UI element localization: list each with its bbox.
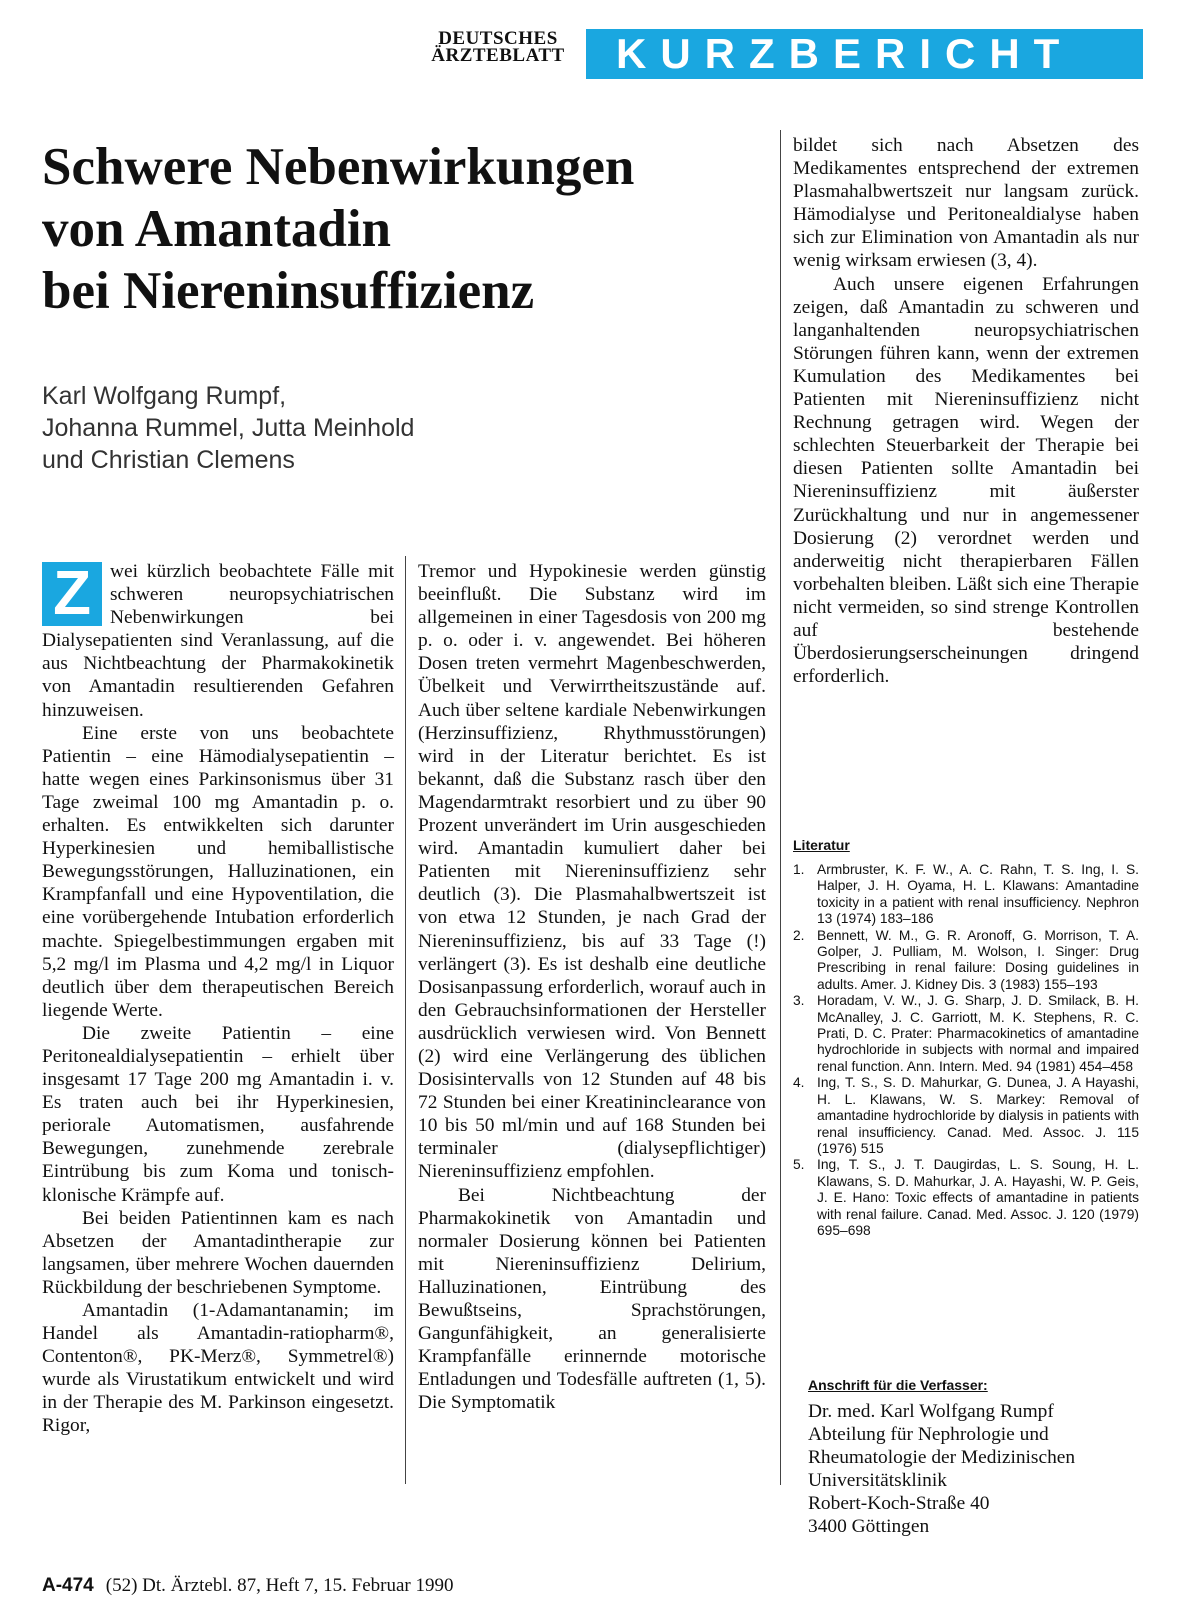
paragraph-text: wei kürzlich beobachtete Fälle mit schweren neuropsychiatrischen Nebenwirkungen bei Dialysepatienten sind Veranlassung, auf die aus Nichtbeachtung der Pharmakokinetik von Amantadin resultierenden Gefahren hinzuweisen. xyxy=(42,561,394,721)
author-address xyxy=(808,1400,1148,1539)
title-line-1: Schwere Nebenwirkungen xyxy=(42,138,635,196)
article-authors xyxy=(42,380,762,476)
article-title xyxy=(42,136,782,322)
reference-text: Armbruster, K. F. W., A. C. Rahn, T. S. Ing, I. S. Halper, J. H. Oyama, H. L. Klawans: Amantadine toxicity in a patient with renal insufficiency. Nephron 13 (1974) 183–186 xyxy=(817,862,1139,927)
reference-number: 1. xyxy=(793,862,805,877)
literature-heading: Literatur xyxy=(793,837,850,853)
reference-number: 3. xyxy=(793,993,805,1009)
body-paragraph: Bei Nichtbeachtung der Pharmakokinetik von Amantadin und normaler Dosierung können bei Patienten mit Niereninsuffizienz Delirium, Halluzinationen, Eintrübung des Bewußtseins, Sprachstörungen, Gangunfähigkeit, an generalisierte Krampfanfälle erinnernde motorische Entladungen und Todesfälle auftreten (1, 5). Die Symptomatik xyxy=(418,1184,766,1414)
address-line: Universitätsklinik xyxy=(808,1470,947,1492)
address-line: Abteilung für Nephrologie und xyxy=(808,1424,1049,1446)
address-heading: Anschrift für die Verfasser: xyxy=(808,1377,988,1393)
body-column-1 xyxy=(42,560,394,1438)
body-paragraph: Eine erste von uns beobachtete Patientin – eine Hämodialysepatientin – hatte wegen eines Parkinsonismus über 31 Tage zweimal 100 mg Amantadin p. o. erhalten. Es entwikkelten sich darunter Hyperkinesien und hemiballistische Bewegungsstörungen, Halluzinationen, ein Krampfanfall und eine Hypoventilation, die eine vorübergehende Intubation erforderlich machte. Spiegelbestimmungen ergaben mit 5,2 mg/l im Plasma und 4,2 mg/l in Liquor deutlich über dem therapeutischen Bereich liegende Werte. xyxy=(42,722,394,1021)
journal-citation: (52) Dt. Ärztebl. 87, Heft 7, 15. Februar 1990 xyxy=(105,1575,454,1596)
reference-item xyxy=(793,993,1139,1075)
body-paragraph: Amantadin (1-Adamantanamin; im Handel als Amantadin-ratiopharm®, Contenton®, PK-Merz®, Symmetrel®) wurde als Virustatikum entwickelt und wird in der Therapie des M. Parkinson eingesetzt. Rigor, xyxy=(42,1300,394,1437)
title-line-3: bei Niereninsuffizienz xyxy=(42,262,535,320)
address-line: Robert-Koch-Straße 40 xyxy=(808,1493,990,1515)
reference-item xyxy=(793,1157,1139,1239)
reference-item xyxy=(793,1075,1139,1157)
page-footer xyxy=(42,1575,453,1597)
drop-cap: Z xyxy=(42,562,102,626)
title-line-2: von Amantadin xyxy=(42,200,392,258)
body-paragraph: Auch unsere eigenen Erfahrungen zeigen, daß Amantadin zu schweren und langanhaltenden neuropsychiatrischen Störungen führen kann, wenn der extremen Kumulation des Medikamentes bei Patienten mit Niereninsuffizienz nicht Rechnung getragen wird. Wegen der schlechten Steuerbarkeit der Therapie bei diesen Patienten sollte Amantadin bei Niereninsuffizienz mit äußerster Zurückhaltung und nur in angemessener Dosierung (2) verordnet werden und anderweitig nicht therapierbaren Fällen vorbehalten bleiben. Läßt sich eine Therapie nicht vermeiden, so sind strenge Kontrollen auf bestehende Überdosierungserscheinungen dringend erforderlich. xyxy=(793,273,1139,688)
reference-text: Bennett, W. M., G. R. Aronoff, G. Morrison, T. A. Golper, J. Pulliam, M. Wolson, I. Singer: Drug Prescribing in renal failure: Dosing guidelines in adults. Amer. J. Kidney Dis. 3 (1983) 155–193 xyxy=(817,927,1139,992)
column-divider xyxy=(780,130,781,1485)
body-paragraph: Bei beiden Patientinnen kam es nach Absetzen der Amantadintherapie zur langsamen, über mehrere Wochen dauernden Rückbildung der beschriebenen Symptome. xyxy=(42,1207,394,1298)
reference-text: Ing, T. S., J. T. Daugirdas, L. S. Soung, H. L. Klawans, S. D. Mahurkar, J. A. Hayashi, W. P. Geis, J. E. Hano: Toxic effects of amantadine in patients with renal failure. Canad. Med. Assoc. J. 120 (1979) 695–698 xyxy=(817,1157,1139,1238)
body-paragraph xyxy=(42,560,394,722)
body-paragraph: Tremor und Hypokinesie werden günstig beeinflußt. Die Substanz wird im allgemeinen in einer Tagesdosis von 200 mg p. o. oder i. v. angewendet. Bei höheren Dosen treten vermehrt Magenbeschwerden, Übelkeit und Verwirrtheitszustände auf. Auch über seltene kardiale Nebenwirkungen (Herzinsuffizienz, Rhythmusstörungen) wird in der Literatur berichtet. Es ist bekannt, daß die Substanz rasch über den Magendarmtrakt resorbiert und zu über 90 Prozent unverändert im Urin ausgeschieden wird. Amantadin kumuliert daher bei Patienten mit Niereninsuffizienz sehr deutlich (3). Die Plasmahalbwertszeit ist von etwa 12 Stunden, je nach Grad der Niereninsuffizienz, bis auf 33 Tage (!) verlängert (3). Es ist deshalb eine deutliche Dosisanpassung erforderlich, worauf auch in den Gebrauchsinformationen der Hersteller ausdrücklich verwiesen wird. Von Bennett (2) wird eine Verlängerung des üblichen Dosisintervalls von 12 Stunden auf 48 bis 72 Stunden bei einer Kreatininclearance von 10 bis 50 ml/min und auf 168 Stunden bei terminaler (dialysepflichtiger) Niereninsuffizienz empfohlen. xyxy=(418,561,766,1183)
reference-number: 5. xyxy=(793,1157,805,1173)
reference-text: Ing, T. S., S. D. Mahurkar, G. Dunea, J. A Hayashi, H. L. Klawans, W. S. Markey: Removal of amantadine hydrochloride by dialysis in patients with renal insufficiency. Canad. Med. Assoc. J. 115 (1976) 515 xyxy=(817,1075,1139,1156)
address-line: Dr. med. Karl Wolfgang Rumpf xyxy=(808,1401,1054,1422)
body-column-2 xyxy=(418,560,766,1414)
page-number: A-474 xyxy=(42,1575,94,1596)
address-line: Rheumatologie der Medizinischen xyxy=(808,1447,1076,1469)
body-paragraph: Die zweite Patientin – eine Peritonealdialysepatientin – erhielt über insgesamt 17 Tage 200 mg Amantadin i. v. Es traten auch bei ihr Hyperkinesien, periorale Automatismen, ausfahrende Bewegungen, zunehmende zerebrale Eintrübung bis zum Koma und tonisch-klonische Krämpfe auf. xyxy=(42,1022,394,1206)
author-line: Johanna Rummel, Jutta Meinhold xyxy=(42,414,415,442)
reference-number: 2. xyxy=(793,927,805,943)
reference-item xyxy=(793,928,1139,994)
author-line: und Christian Clemens xyxy=(42,446,295,474)
column-divider xyxy=(405,556,406,1484)
masthead-line-2: ÄRZTEBLATT xyxy=(431,45,565,66)
reference-list xyxy=(793,862,1139,1239)
masthead-line-1: DEUTSCHES xyxy=(438,28,558,49)
body-column-3 xyxy=(793,134,1139,688)
reference-item xyxy=(793,862,1139,928)
author-line: Karl Wolfgang Rumpf, xyxy=(42,382,287,410)
reference-number: 4. xyxy=(793,1075,805,1091)
journal-masthead xyxy=(413,30,583,64)
body-paragraph: bildet sich nach Absetzen des Medikamentes entsprechend der extremen Plasmahalbwertszeit nur langsam zurück. Hämodialyse und Peritonealdialyse haben sich zur Elimination von Amantadin als nur wenig wirksam erwiesen (3, 4). xyxy=(793,135,1139,272)
address-line: 3400 Göttingen xyxy=(808,1516,930,1538)
reference-text: Horadam, V. W., J. G. Sharp, J. D. Smilack, B. H. McAnalley, J. C. Garriott, M. K. Stephens, R. C. Prati, D. C. Prater: Pharmacokinetics of amantadine hydrochloride in subjects with normal and impaired renal function. Ann. Intern. Med. 94 (1981) 454–458 xyxy=(817,993,1139,1074)
section-banner: KURZBERICHT xyxy=(586,29,1143,79)
